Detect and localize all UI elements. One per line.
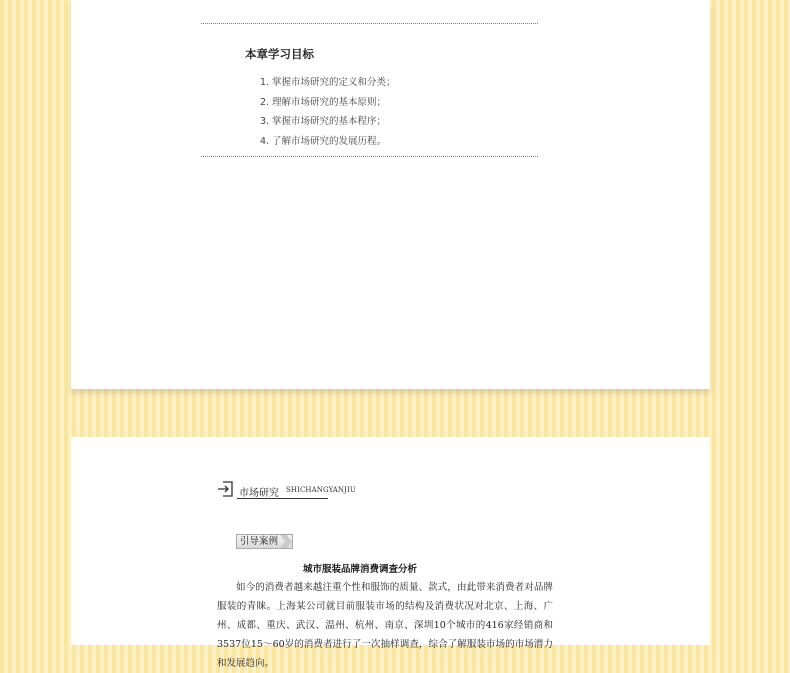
book-page-1	[71, 0, 710, 389]
header-subtitle: SHICHANGYANJIU	[286, 486, 356, 494]
lead-case-tag	[236, 534, 293, 549]
objectives-title: 本章学习目标	[245, 47, 314, 61]
book-page-2	[71, 437, 710, 669]
chevron-right-icon	[280, 535, 292, 548]
dotted-divider-bottom	[201, 156, 538, 157]
objective-item: 1. 掌握市场研究的定义和分类；	[260, 77, 396, 88]
header-underline	[237, 498, 328, 499]
objective-item: 4. 了解市场研究的发展历程。	[260, 135, 387, 147]
header-title: 市场研究	[239, 488, 279, 499]
case-title: 城市服装品牌消费调查分析	[303, 564, 418, 575]
objective-item: 3. 掌握市场研究的基本程序；	[260, 116, 387, 127]
objectives-list	[260, 73, 396, 151]
lead-case-label: 引导案例	[240, 536, 279, 547]
arrow-into-box-icon	[217, 481, 233, 497]
dotted-divider-top	[201, 23, 538, 24]
objective-item: 2. 理解市场研究的基本原则；	[260, 96, 387, 108]
case-body: 如今的消费者越来越注重个性和服饰的质量、款式，由此带来消费者对品牌服装的青睐。上海某公司就目前服装市场的结构及消费状况对北京、上海、广州、成都、重庆、武汉、温州、杭州、南京、深圳10个城市的416家经销商和3537位15～60岁的消费者进行了一次抽样调查，综合了解服装市场的市场潜力和发展趋向。	[217, 582, 553, 669]
